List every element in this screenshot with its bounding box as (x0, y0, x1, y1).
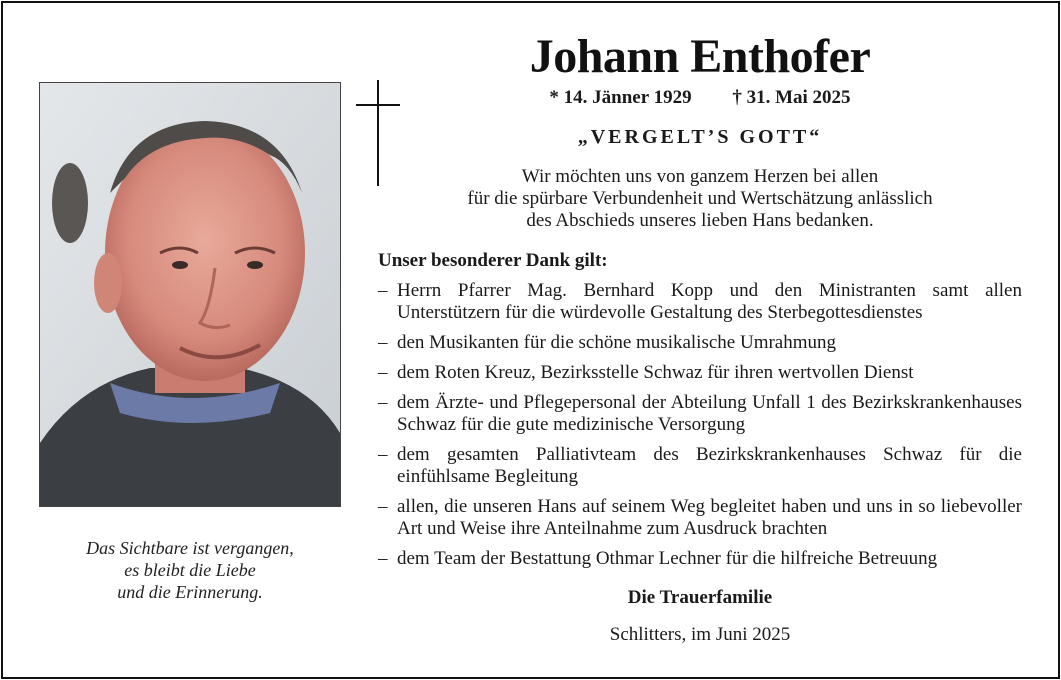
thanks-heading: Unser besonderer Dank gilt: (378, 250, 608, 271)
life-dates (440, 86, 960, 110)
place-date: Schlitters, im Juni 2025 (609, 624, 791, 645)
intro-line: Wir möchten uns von ganzem Herzen bei allen (521, 166, 879, 187)
death-date: † 31. Mai 2025 (732, 87, 851, 108)
list-item: – dem gesamten Palliativteam des Bezirkskrankenhauses Schwaz für die einfühlsame Begleitung (378, 444, 1022, 488)
latin-cross-icon (356, 80, 402, 188)
intro-line: für die spürbare Verbundenheit und Wertschätzung anlässlich (467, 188, 933, 209)
list-item: – den Musikanten für die schöne musikalische Umrahmung (378, 332, 1022, 354)
list-item: – allen, die unseren Hans auf seinem Weg begleitet haben und uns in so liebevoller Art und Weise ihre Anteilnahme zum Ausdruck brachten (378, 496, 1022, 540)
headline: „VERGELT’S GOTT“ (577, 126, 823, 148)
deceased-name: Johann Enthofer (529, 30, 871, 83)
portrait-photo (39, 82, 341, 507)
birth-date: * 14. Jänner 1929 (549, 87, 692, 108)
list-item: – dem Ärzte- und Pflegepersonal der Abteilung Unfall 1 des Bezirkskrankenhauses Schwaz für die gute medizinische Versorgung (378, 392, 1022, 436)
quote-line: es bleibt die Liebe (124, 560, 256, 580)
intro-line: des Abschieds unseres lieben Hans bedanken. (526, 210, 874, 231)
thanks-list (378, 280, 1022, 578)
list-item: – dem Team der Bestattung Othmar Lechner für die hilfreiche Betreuung (378, 548, 1022, 570)
list-item: – Herrn Pfarrer Mag. Bernhard Kopp und den Ministranten samt allen Unterstützern für die würdevolle Gestaltung des Sterbegottesdienstes (378, 280, 1022, 324)
signature: Die Trauerfamilie (627, 587, 773, 608)
memorial-quote (20, 537, 360, 603)
quote-line: und die Erinnerung. (117, 582, 263, 602)
list-item: – dem Roten Kreuz, Bezirksstelle Schwaz für ihren wertvollen Dienst (378, 362, 1022, 384)
intro-text (400, 166, 1000, 232)
quote-line: Das Sichtbare ist vergangen, (86, 538, 294, 558)
